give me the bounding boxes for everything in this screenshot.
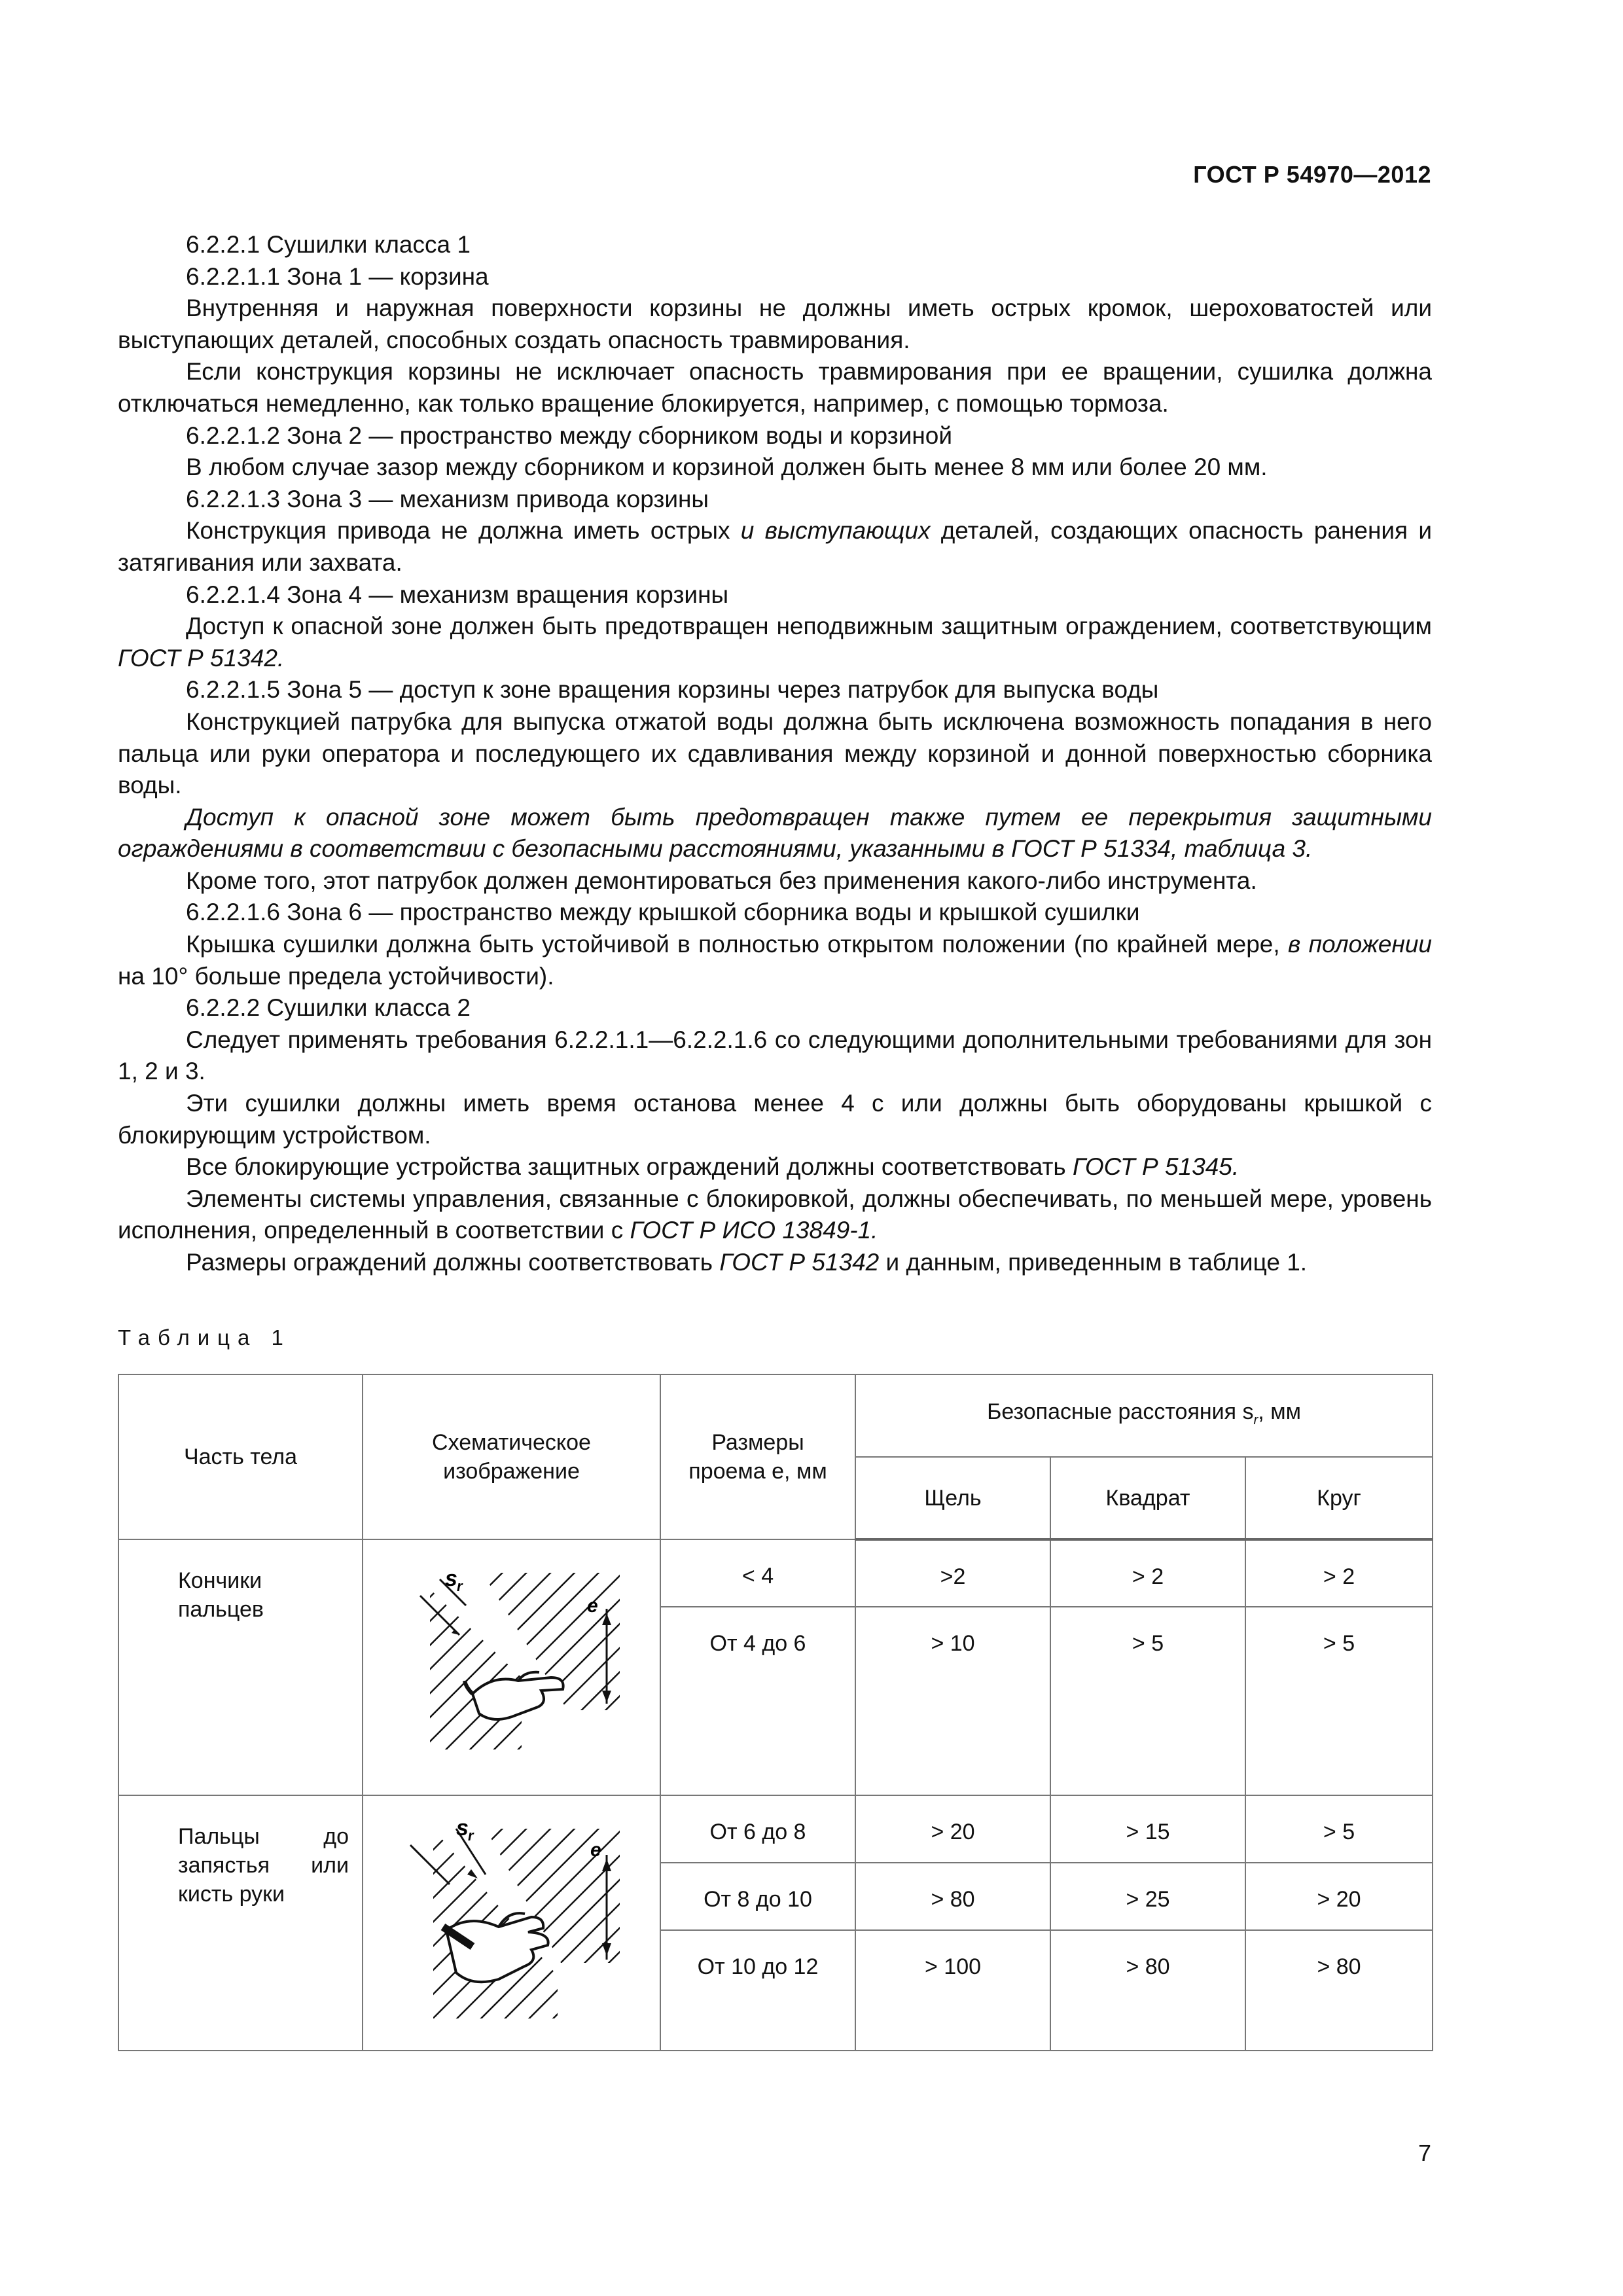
paragraph: Эти сушилки должны иметь время останова менее 4 с или должны быть оборудованы крышкой с блокирующим устройством. [118, 1090, 1432, 1149]
paragraph: 6.2.2.1.4 Зона 4 — механизм вращения корзины [186, 581, 729, 608]
body-part-cell: Пальцы до запястья или кисть руки [118, 1795, 363, 2051]
paragraph: 6.2.2.1.3 Зона 3 — механизм привода корзины [186, 485, 709, 512]
opening-cell: От 8 до 10 [660, 1863, 855, 1930]
opening-cell: < 4 [660, 1539, 855, 1607]
table-caption: Таблица 1 [118, 1325, 291, 1350]
slot-cell: > 100 [855, 1930, 1050, 2051]
square-cell: > 5 [1050, 1607, 1245, 1795]
opening-cell: От 10 до 12 [660, 1930, 855, 2051]
document-code: ГОСТ Р 54970—2012 [1193, 161, 1431, 188]
square-cell: > 2 [1050, 1539, 1245, 1607]
page-number: 7 [1418, 2140, 1431, 2166]
square-cell: > 15 [1050, 1795, 1245, 1863]
hand-opening-illustration [394, 1816, 630, 2025]
paragraph: Если конструкция корзины не исключает опасность травмирования при ее вращении, сушилка должна отключаться немедленно, как только вращение блокируется, например, с помощью тормоза. [118, 358, 1432, 417]
paragraph: 6.2.2.1.5 Зона 5 — доступ к зоне вращения корзины через патрубок для выпуска воды [186, 676, 1159, 704]
paragraph: 6.2.2.1.1 Зона 1 — корзина [186, 262, 489, 290]
fingertip-opening-illustration [394, 1560, 630, 1756]
opening-cell: От 4 до 6 [660, 1607, 855, 1795]
paragraph: Конструкцией патрубка для выпуска отжатой воды должна быть исключена возможность попадания в него пальца или руки оператора и последующего их сдавливания между корзиной и донной поверхностью сборника воды. [118, 708, 1432, 799]
sr-subscript: r [467, 1827, 474, 1844]
circle-cell: > 5 [1245, 1795, 1433, 1863]
fingertip-schematic [363, 1539, 660, 1795]
paragraph: 6.2.2.1 Сушилки класса 1 [186, 231, 471, 258]
paragraph: Крышка сушилки должна быть устойчивой в полностью открытом положении (по крайней мере, в положении на 10° больше предела устойчивости). [118, 931, 1432, 990]
paragraph: Доступ к опасной зоне должен быть предотвращен неподвижным защитным ограждением, соответствующим ГОСТ Р 51342. [118, 613, 1432, 672]
e-label: e [586, 1595, 598, 1617]
paragraph: Все блокирующие устройства защитных ограждений должны соответствовать ГОСТ Р 51345. [186, 1153, 1240, 1181]
circle-cell: > 80 [1245, 1930, 1433, 2051]
italic-note: Доступ к опасной зоне может быть предотвращен также путем ее перекрытия защитными ограждениями в соответствии с безопасными расстояниями, указанными в ГОСТ Р 51334, таблица 3. [118, 803, 1432, 863]
section-text [118, 229, 1432, 1279]
circle-cell: > 20 [1245, 1863, 1433, 1930]
header-slot: Щель [855, 1457, 1050, 1539]
table-row [118, 1795, 1433, 1863]
sr-label: s [455, 1816, 469, 1840]
slot-cell: > 80 [855, 1863, 1050, 1930]
hand-schematic [363, 1795, 660, 2051]
paragraph: Следует применять требования 6.2.2.1.1—6.2.2.1.6 со следующими дополнительными требованиями для зон 1, 2 и 3. [118, 1026, 1432, 1085]
paragraph: Конструкция привода не должна иметь острых и выступающих деталей, создающих опасность ранения и затягивания или захвата. [118, 517, 1432, 576]
body-part-cell: Кончики пальцев [118, 1539, 363, 1795]
paragraph: Элементы системы управления, связанные с блокировкой, должны обеспечивать, по меньшей мере, уровень исполнения, определенный в соответствии с ГОСТ Р ИСО 13849-1. [118, 1185, 1432, 1244]
sr-subscript: r [456, 1578, 463, 1594]
header-body-part: Часть тела [118, 1374, 363, 1539]
square-cell: > 25 [1050, 1863, 1245, 1930]
paragraph: Кроме того, этот патрубок должен демонтироваться без применения какого-либо инструмента. [186, 867, 1257, 894]
paragraph: 6.2.2.1.6 Зона 6 — пространство между крышкой сборника воды и крышкой сушилки [186, 899, 1140, 926]
paragraph: 6.2.2.1.2 Зона 2 — пространство между сборником воды и корзиной [186, 422, 953, 449]
circle-cell: > 5 [1245, 1607, 1433, 1795]
paragraph: 6.2.2.2 Сушилки класса 2 [186, 994, 471, 1022]
paragraph: Размеры ограждений должны соответствовать ГОСТ Р 51342 и данным, приведенным в таблице 1. [186, 1249, 1308, 1276]
header-circle: Круг [1245, 1457, 1433, 1539]
circle-cell: > 2 [1245, 1539, 1433, 1607]
paragraph: В любом случае зазор между сборником и корзиной должен быть менее 8 мм или более 20 мм. [186, 454, 1268, 481]
opening-cell: От 6 до 8 [660, 1795, 855, 1863]
header-square: Квадрат [1050, 1457, 1245, 1539]
square-cell: > 80 [1050, 1930, 1245, 2051]
table-row [118, 1539, 1433, 1607]
header-opening: Размеры проема е, мм [660, 1374, 855, 1539]
header-schematic: Схематическое изображение [363, 1374, 660, 1539]
slot-cell: >2 [855, 1539, 1050, 1607]
sr-label: s [444, 1566, 457, 1591]
slot-cell: > 20 [855, 1795, 1050, 1863]
slot-cell: > 10 [855, 1607, 1050, 1795]
e-label: e [590, 1839, 601, 1861]
paragraph: Внутренняя и наружная поверхности корзины не должны иметь острых кромок, шероховатостей или выступающих деталей, способных создать опасность травмирования. [118, 295, 1432, 353]
safety-distances-table [118, 1374, 1433, 2051]
header-safe-distances: Безопасные расстояния $s_r$, мм [855, 1374, 1433, 1457]
